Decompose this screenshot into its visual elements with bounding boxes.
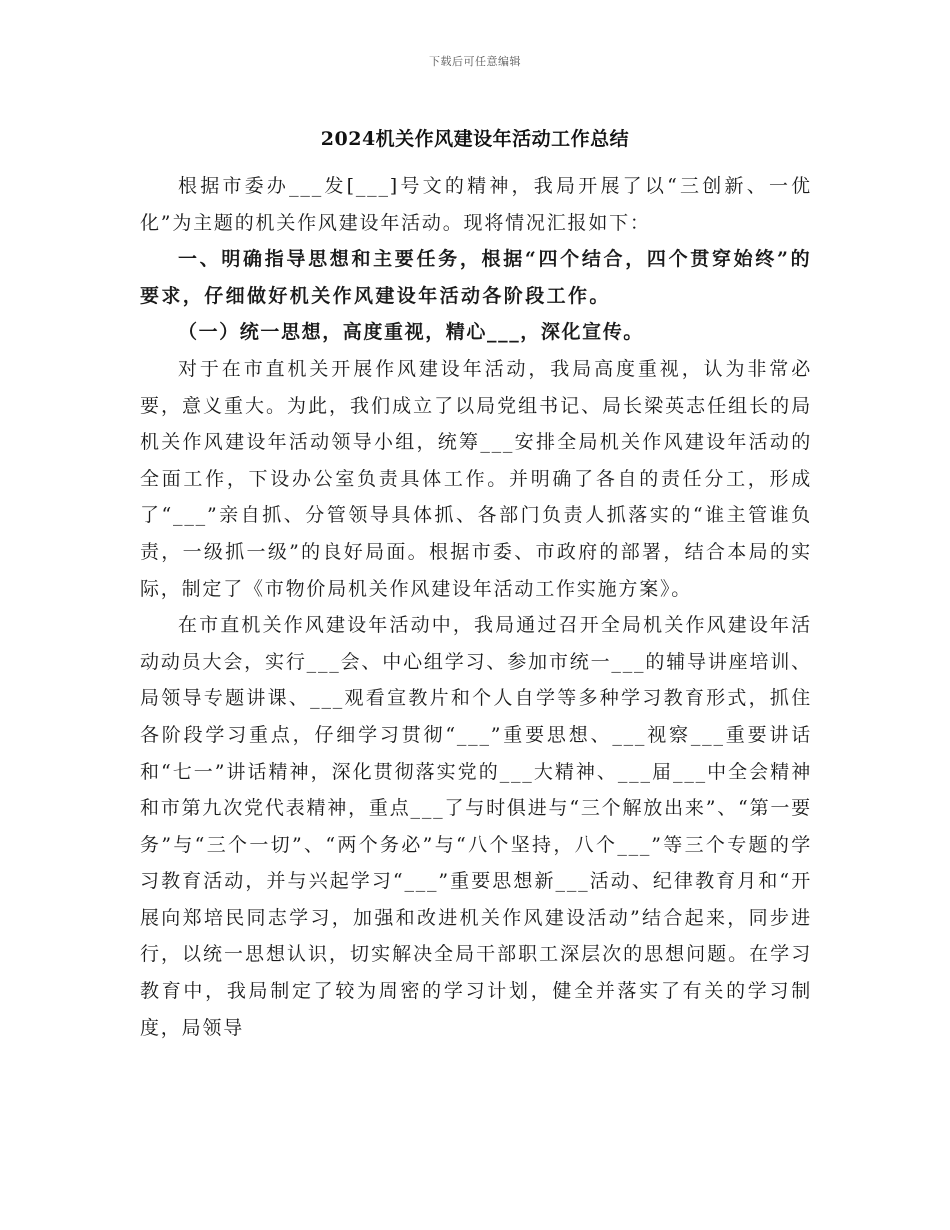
document-body <box>140 168 812 1046</box>
subsection-heading-1: （一）统一思想，高度重视，精心___，深化宣传。 <box>178 321 644 344</box>
intro-paragraph: 根据市委办___发[___]号文的精神，我局开展了以“三创新、一优化”为主题的机关作风建设年活动。现将情况汇报如下： <box>140 175 812 234</box>
header-note: 下载后可任意编辑 <box>429 55 521 68</box>
body-paragraph-2: 在市直机关作风建设年活动中，我局通过召开全局机关作风建设年活动动员大会，实行___会、中心组学习、参加市统一___的辅导讲座培训、局领导专题讲课、___观看宣教片和个人自学等多种学习教育形式，抓住各阶段学习重点，仔细学习贯彻“___”重要思想、___视察___重要讲话和“七一”讲话精神，深化贯彻落实党的___大精神、___届___中全会精神和市第九次党代表精神，重点___了与时俱进与“三个解放出来”、“第一要务”与“三个一切”、“两个务必”与“八个坚持，八个___”等三个专题的学习教育活动，并与兴起学习“___”重要思想新___活动、纪律教育月和“开展向郑培民同志学习，加强和改进机关作风建设活动”结合起来，同步进行，以统一思想认识，切实解决全局干部职工深层次的思想问题。在学习教育中，我局制定了较为周密的学习计划，健全并落实了有关的学习制度，局领导 <box>140 614 812 1039</box>
document-title: 2024机关作风建设年活动工作总结 <box>320 128 630 150</box>
section-heading-1: 一、明确指导思想和主要任务，根据“四个结合，四个贯穿始终”的要求，仔细做好机关作风建设年活动各阶段工作。 <box>140 248 812 307</box>
body-paragraph-1: 对于在市直机关开展作风建设年活动，我局高度重视，认为非常必要，意义重大。为此，我们成立了以局党组书记、局长梁英志任组长的局机关作风建设年活动领导小组，统筹___安排全局机关作风建设年活动的全面工作，下设办公室负责具体工作。并明确了各自的责任分工，形成了“___”亲自抓、分管领导具体抓、各部门负责人抓落实的“谁主管谁负责，一级抓一级”的良好局面。根据市委、市政府的部署，结合本局的实际，制定了《市物价局机关作风建设年活动工作实施方案》。 <box>140 357 812 600</box>
